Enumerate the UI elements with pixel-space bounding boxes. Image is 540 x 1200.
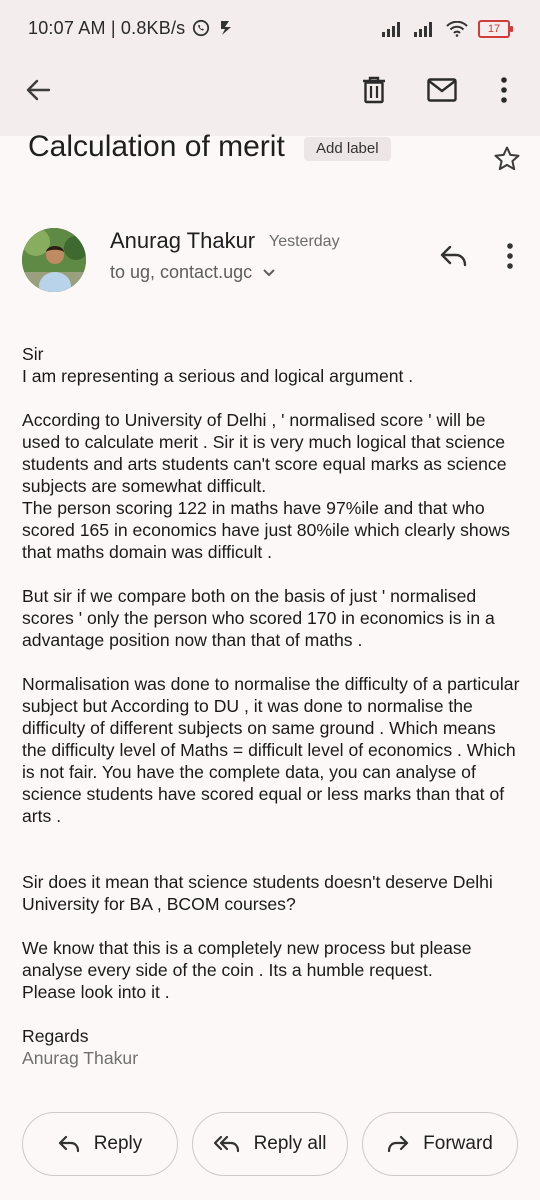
- action-row: [22, 1112, 518, 1176]
- sender-name: Anurag Thakur: [110, 228, 256, 253]
- body-paragraph-4: Normalisation was done to normalise the difficulty of a particular subject but According to DU , it was done to normalise the difficulty of different subjects on same ground . Which means the difficulty level of Maths = difficult level of economics . Which is not fair. You have the complete data, you can analyse of science students have scored equal or less marks than that of arts .: [22, 674, 525, 826]
- reply-button[interactable]: [22, 1112, 178, 1176]
- reply-icon: [440, 244, 468, 268]
- whatsapp-icon: [192, 19, 210, 37]
- signal-icon: [382, 21, 404, 37]
- back-arrow-icon: [25, 77, 51, 103]
- reply-button-label: Reply: [93, 1133, 143, 1154]
- recipients-toggle[interactable]: [110, 262, 276, 283]
- wifi-icon: [446, 21, 468, 37]
- body-paragraph-5: Sir does it mean that science students doesn't deserve Delhi University for BA , BCOM courses?: [22, 872, 498, 914]
- reply-all-icon: [214, 1135, 240, 1153]
- forward-icon: [387, 1135, 409, 1153]
- trash-icon: [362, 76, 386, 104]
- more-vert-icon: [506, 243, 514, 269]
- email-body: [22, 343, 525, 1069]
- message-more-button[interactable]: [496, 238, 524, 274]
- status-bar: [0, 0, 540, 60]
- star-button[interactable]: [488, 142, 526, 176]
- delete-button[interactable]: [354, 70, 394, 110]
- forward-button-label: Forward: [423, 1133, 493, 1154]
- recipients-text: to ug, contact.ugc: [110, 262, 253, 282]
- app-bar: [0, 60, 540, 136]
- sender-avatar[interactable]: [22, 228, 86, 292]
- mark-unread-button[interactable]: [422, 70, 462, 110]
- body-paragraph-1: Sir I am representing a serious and logical argument .: [22, 344, 414, 386]
- battery-icon: [478, 20, 510, 38]
- status-right-icons: [382, 20, 510, 38]
- notification-app-icon: [218, 19, 234, 37]
- email-time: Yesterday: [269, 233, 340, 250]
- body-paragraph-6: We know that this is a completely new process but please analyse every side of the coin . Its a humble request. Please look into it .: [22, 938, 472, 1002]
- more-options-button[interactable]: [488, 70, 520, 110]
- body-paragraph-3: But sir if we compare both on the basis of just ' normalised scores ' only the person who scored 170 in economics is in a advantage position now than that of maths .: [22, 586, 500, 650]
- more-vert-icon: [500, 77, 508, 103]
- reply-all-button[interactable]: [192, 1112, 348, 1176]
- add-label-button[interactable]: Add label: [304, 137, 391, 161]
- reply-all-button-label: Reply all: [253, 1133, 327, 1154]
- reply-icon: [58, 1135, 80, 1153]
- status-time: 10:07 AM | 0.8KB/s: [28, 18, 186, 38]
- forward-button[interactable]: [362, 1112, 518, 1176]
- signal-icon-2: [414, 21, 436, 37]
- mail-icon: [427, 78, 457, 102]
- battery-level: 17: [487, 23, 501, 35]
- email-subject: Calculation of merit: [28, 130, 285, 163]
- back-button[interactable]: [18, 70, 58, 110]
- status-left-icons: [192, 19, 234, 37]
- chevron-down-icon: [262, 268, 276, 278]
- star-outline-icon: [493, 145, 521, 173]
- reply-icon-button[interactable]: [434, 238, 474, 274]
- body-paragraph-2: According to University of Delhi , ' normalised score ' will be used to calculate merit . Sir it is very much logical that science students and arts students can't score equal marks as science subjects are somewhat difficult. The person scoring 122 in maths have 97%ile and that who scored 165 in economics have just 80%ile which clearly shows that maths domain was difficult .: [22, 410, 510, 562]
- body-regards: Regards: [22, 1026, 89, 1046]
- avatar-photo: [22, 228, 86, 292]
- email-signature: Anurag Thakur: [22, 1048, 139, 1068]
